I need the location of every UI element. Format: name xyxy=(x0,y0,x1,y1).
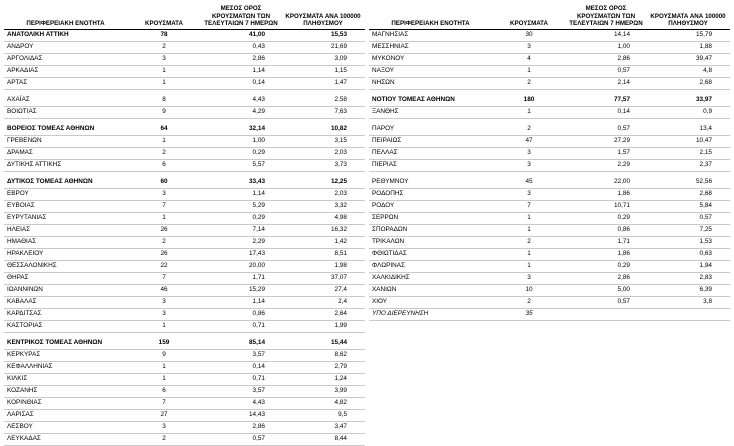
cell-seven-day-average: 0,71 xyxy=(201,374,281,386)
cell-region: ΑΧΑΪΑΣ xyxy=(4,95,127,107)
cell-cases: 3 xyxy=(127,189,201,201)
cell-seven-day-average: 0,71 xyxy=(201,321,281,333)
left-table-body xyxy=(4,30,365,446)
cell-seven-day-average: 0,57 xyxy=(566,66,646,78)
cell-cases-per-100000: 3,32 xyxy=(281,201,365,213)
cell-seven-day-average: 1,86 xyxy=(566,189,646,201)
cell-region: ΦΛΩΡΙΝΑΣ xyxy=(369,261,492,273)
table-row xyxy=(369,107,730,119)
cell-cases: 2 xyxy=(492,78,566,90)
cell-region: ΝΑΞΟΥ xyxy=(369,66,492,78)
cell-seven-day-average: 85,14 xyxy=(201,338,281,350)
right-column xyxy=(369,2,730,321)
cell-cases: 3 xyxy=(492,160,566,172)
cell-cases-per-100000: 2,4 xyxy=(281,297,365,309)
table-row xyxy=(369,30,730,42)
cell-seven-day-average: 0,86 xyxy=(201,309,281,321)
left-table xyxy=(4,2,365,446)
cell-region: ΛΕΣΒΟΥ xyxy=(4,422,127,434)
cell-cases: 7 xyxy=(127,201,201,213)
cell-region: ΝΗΣΩΝ xyxy=(369,78,492,90)
table-row xyxy=(369,309,730,321)
cell-region: ΚΟΖΑΝΗΣ xyxy=(4,386,127,398)
cell-region: ΑΝΑΤΟΛΙΚΗ ΑΤΤΙΚΗ xyxy=(4,30,127,42)
cell-region: ΚΕΡΚΥΡΑΣ xyxy=(4,350,127,362)
cell-seven-day-average: 2,14 xyxy=(566,78,646,90)
table-row xyxy=(369,189,730,201)
cell-region: ΛΕΥΚΑΔΑΣ xyxy=(4,434,127,446)
table-row xyxy=(4,362,365,374)
cell-cases: 3 xyxy=(127,422,201,434)
cell-cases-per-100000: 9,5 xyxy=(281,410,365,422)
cell-cases-per-100000: 0,9 xyxy=(646,107,730,119)
table-row xyxy=(369,66,730,78)
cell-region: ΘΕΣΣΑΛΟΝΙΚΗΣ xyxy=(4,261,127,273)
cell-region: ΠΙΕΡΙΑΣ xyxy=(369,160,492,172)
cell-region: ΜΥΚΟΝΟΥ xyxy=(369,54,492,66)
cell-seven-day-average: 2,29 xyxy=(201,237,281,249)
cell-cases: 1 xyxy=(127,321,201,333)
cell-region: ΡΕΘΥΜΝΟΥ xyxy=(369,177,492,189)
right-table xyxy=(369,2,730,321)
table-row xyxy=(4,177,365,189)
cell-seven-day-average: 0,14 xyxy=(201,78,281,90)
cell-region: ΑΝΔΡΟΥ xyxy=(4,42,127,54)
cell-cases-per-100000: 16,32 xyxy=(281,225,365,237)
cell-cases-per-100000: 2,68 xyxy=(646,189,730,201)
cell-region: ΧΑΛΚΙΔΙΚΗΣ xyxy=(369,273,492,285)
cell-region: ΡΟΔΟΥ xyxy=(369,201,492,213)
cell-cases: 1 xyxy=(127,374,201,386)
table-row xyxy=(369,124,730,136)
table-row xyxy=(4,273,365,285)
cell-region: ΗΡΑΚΛΕΙΟΥ xyxy=(4,249,127,261)
cell-seven-day-average: 4,29 xyxy=(201,107,281,119)
cell-cases: 10 xyxy=(492,285,566,297)
cell-cases: 2 xyxy=(127,434,201,446)
cell-cases: 2 xyxy=(127,42,201,54)
cell-region: ΠΕΙΡΑΙΩΣ xyxy=(369,136,492,148)
table-row xyxy=(4,350,365,362)
cell-region: ΙΩΑΝΝΙΝΩΝ xyxy=(4,285,127,297)
cell-region: ΤΡΙΚΑΛΩΝ xyxy=(369,237,492,249)
right-table-body xyxy=(369,30,730,321)
table-row xyxy=(4,66,365,78)
cell-cases-per-100000: 1,24 xyxy=(281,374,365,386)
cell-cases-per-100000: 10,82 xyxy=(281,124,365,136)
cell-seven-day-average: 7,14 xyxy=(201,225,281,237)
cell-seven-day-average: 3,57 xyxy=(201,350,281,362)
cell-cases-per-100000: 8,44 xyxy=(281,434,365,446)
cell-seven-day-average: 0,57 xyxy=(566,297,646,309)
table-row xyxy=(369,249,730,261)
cell-region: ΠΑΡΟΥ xyxy=(369,124,492,136)
cell-seven-day-average: 0,57 xyxy=(566,124,646,136)
cell-seven-day-average: 1,71 xyxy=(566,237,646,249)
cell-cases: 1 xyxy=(127,362,201,374)
table-row xyxy=(4,30,365,42)
cell-cases: 22 xyxy=(127,261,201,273)
cell-cases: 7 xyxy=(492,201,566,213)
cell-cases: 8 xyxy=(127,95,201,107)
table-row xyxy=(369,54,730,66)
cell-cases: 3 xyxy=(127,297,201,309)
cell-seven-day-average: 1,14 xyxy=(201,297,281,309)
cell-seven-day-average: 1,14 xyxy=(201,189,281,201)
table-row xyxy=(4,42,365,54)
cell-region: ΔΥΤΙΚΟΣ ΤΟΜΕΑΣ ΑΘΗΝΩΝ xyxy=(4,177,127,189)
cell-cases: 7 xyxy=(127,398,201,410)
table-row xyxy=(4,148,365,160)
cell-cases-per-100000: 39,47 xyxy=(646,54,730,66)
header-cases-per-100000: ΚΡΟΥΣΜΑΤΑ ΑΝΑ 100000 ΠΛΗΘΥΣΜΟΥ xyxy=(646,2,730,30)
cell-region: ΚΑΡΔΙΤΣΑΣ xyxy=(4,309,127,321)
cell-cases-per-100000: 4,8 xyxy=(646,66,730,78)
cell-cases-per-100000: 1,99 xyxy=(281,321,365,333)
cell-region: ΣΕΡΡΩΝ xyxy=(369,213,492,225)
table-row xyxy=(4,124,365,136)
table-row xyxy=(4,249,365,261)
cell-cases-per-100000: 4,98 xyxy=(281,213,365,225)
cell-seven-day-average: 10,71 xyxy=(566,201,646,213)
cell-seven-day-average: 32,14 xyxy=(201,124,281,136)
cell-cases-per-100000: 4,82 xyxy=(281,398,365,410)
cell-region: ΓΡΕΒΕΝΩΝ xyxy=(4,136,127,148)
cell-seven-day-average: 1,57 xyxy=(566,148,646,160)
cell-cases: 6 xyxy=(127,386,201,398)
cell-seven-day-average: 2,86 xyxy=(566,54,646,66)
cell-cases-per-100000: 7,63 xyxy=(281,107,365,119)
cell-region: ΔΡΑΜΑΣ xyxy=(4,148,127,160)
table-row xyxy=(4,201,365,213)
cell-cases-per-100000: 15,44 xyxy=(281,338,365,350)
table-row xyxy=(369,148,730,160)
table-row xyxy=(369,95,730,107)
cell-seven-day-average: 2,29 xyxy=(566,160,646,172)
cell-cases: 2 xyxy=(492,297,566,309)
cell-cases-per-100000: 15,79 xyxy=(646,30,730,42)
cell-cases-per-100000: 1,98 xyxy=(281,261,365,273)
table-row xyxy=(4,374,365,386)
cell-region: ΒΟΙΩΤΙΑΣ xyxy=(4,107,127,119)
cell-cases: 2 xyxy=(492,124,566,136)
cell-cases-per-100000: 5,84 xyxy=(646,201,730,213)
cell-region: ΕΥΡΥΤΑΝΙΑΣ xyxy=(4,213,127,225)
cell-cases: 1 xyxy=(127,66,201,78)
cell-region: ΜΑΓΝΗΣΙΑΣ xyxy=(369,30,492,42)
cell-seven-day-average: 15,29 xyxy=(201,285,281,297)
cell-region: ΜΕΣΣΗΝΙΑΣ xyxy=(369,42,492,54)
left-table-head xyxy=(4,2,365,30)
cell-cases: 1 xyxy=(492,66,566,78)
left-column xyxy=(4,2,365,446)
cell-cases-per-100000: 1,94 xyxy=(646,261,730,273)
cell-cases-per-100000: 8,62 xyxy=(281,350,365,362)
cell-cases-per-100000: 2,64 xyxy=(281,309,365,321)
cell-seven-day-average: 14,14 xyxy=(566,30,646,42)
table-row xyxy=(369,273,730,285)
cell-seven-day-average: 1,86 xyxy=(566,249,646,261)
cell-cases: 64 xyxy=(127,124,201,136)
cell-seven-day-average: 14,43 xyxy=(201,410,281,422)
cell-cases-per-100000: 2,83 xyxy=(646,273,730,285)
table-row xyxy=(4,321,365,333)
header-cases: ΚΡΟΥΣΜΑΤΑ xyxy=(127,2,201,30)
cell-cases-per-100000: 10,47 xyxy=(646,136,730,148)
cell-cases-per-100000: 37,07 xyxy=(281,273,365,285)
table-row xyxy=(4,434,365,446)
table-row xyxy=(4,297,365,309)
cell-cases-per-100000: 6,39 xyxy=(646,285,730,297)
cell-seven-day-average: 4,43 xyxy=(201,398,281,410)
right-table-head xyxy=(369,2,730,30)
cell-seven-day-average: 41,00 xyxy=(201,30,281,42)
cell-cases: 60 xyxy=(127,177,201,189)
cell-cases: 78 xyxy=(127,30,201,42)
cell-region: ΑΡΓΟΛΙΔΑΣ xyxy=(4,54,127,66)
cell-seven-day-average: 77,57 xyxy=(566,95,646,107)
table-row xyxy=(4,285,365,297)
header-row xyxy=(369,2,730,30)
cell-seven-day-average: 0,14 xyxy=(566,107,646,119)
cell-cases-per-100000: 3,15 xyxy=(281,136,365,148)
cell-cases-per-100000: 3,99 xyxy=(281,386,365,398)
cell-region: ΘΗΡΑΣ xyxy=(4,273,127,285)
table-row xyxy=(4,136,365,148)
table-row xyxy=(4,189,365,201)
cell-cases: 3 xyxy=(492,148,566,160)
cell-cases: 3 xyxy=(492,273,566,285)
table-row xyxy=(369,160,730,172)
cell-region: ΒΟΡΕΙΟΣ ΤΟΜΕΑΣ ΑΘΗΝΩΝ xyxy=(4,124,127,136)
header-cases-per-100000: ΚΡΟΥΣΜΑΤΑ ΑΝΑ 100000 ΠΛΗΘΥΣΜΟΥ xyxy=(281,2,365,30)
cell-seven-day-average: 2,86 xyxy=(566,273,646,285)
cell-seven-day-average: 2,86 xyxy=(201,422,281,434)
cell-region: ΝΟΤΙΟΥ ΤΟΜΕΑΣ ΑΘΗΝΩΝ xyxy=(369,95,492,107)
cell-cases: 2 xyxy=(127,237,201,249)
cell-cases: 180 xyxy=(492,95,566,107)
cell-seven-day-average: 0,43 xyxy=(201,42,281,54)
table-row xyxy=(369,225,730,237)
cell-region: ΚΟΡΙΝΘΙΑΣ xyxy=(4,398,127,410)
two-column-layout xyxy=(4,2,730,446)
cell-seven-day-average: 33,43 xyxy=(201,177,281,189)
header-cases: ΚΡΟΥΣΜΑΤΑ xyxy=(492,2,566,30)
table-row xyxy=(4,237,365,249)
header-seven-day-average: ΜΕΣΟΣ ΟΡΟΣ ΚΡΟΥΣΜΑΤΩΝ ΤΩΝ ΤΕΛΕΥΤΑΙΩΝ 7 ΗΜΕΡΩΝ xyxy=(201,2,281,30)
cell-region: ΚΑΒΑΛΑΣ xyxy=(4,297,127,309)
cell-cases-per-100000: 2,03 xyxy=(281,148,365,160)
cell-cases: 1 xyxy=(127,213,201,225)
cell-cases: 1 xyxy=(127,136,201,148)
cell-cases-per-100000: 52,56 xyxy=(646,177,730,189)
cell-cases: 3 xyxy=(492,189,566,201)
cell-seven-day-average: 5,57 xyxy=(201,160,281,172)
cell-seven-day-average: 0,29 xyxy=(566,261,646,273)
table-row xyxy=(369,42,730,54)
cell-region: ΗΜΑΘΙΑΣ xyxy=(4,237,127,249)
table-row xyxy=(4,225,365,237)
cell-cases: 2 xyxy=(127,148,201,160)
table-row xyxy=(4,213,365,225)
cell-region: ΛΑΡΙΣΑΣ xyxy=(4,410,127,422)
cell-region: ΗΛΕΙΑΣ xyxy=(4,225,127,237)
table-row xyxy=(369,297,730,309)
cell-seven-day-average: 27,29 xyxy=(566,136,646,148)
cell-region: ΚΑΣΤΟΡΙΑΣ xyxy=(4,321,127,333)
cell-region: ΚΙΛΚΙΣ xyxy=(4,374,127,386)
header-region: ΠΕΡΙΦΕΡΕΙΑΚΗ ΕΝΟΤΗΤΑ xyxy=(369,2,492,30)
cell-region: ΕΥΒΟΙΑΣ xyxy=(4,201,127,213)
cell-region: ΧΑΝΙΩΝ xyxy=(369,285,492,297)
cell-region: ΧΙΟΥ xyxy=(369,297,492,309)
cell-cases: 2 xyxy=(492,237,566,249)
cell-region: ΥΠΟ ΔΙΕΡΕΥΝΗΣΗ xyxy=(369,309,492,321)
cell-cases: 3 xyxy=(127,309,201,321)
cell-seven-day-average: 1,00 xyxy=(566,42,646,54)
table-row xyxy=(369,261,730,273)
table-row xyxy=(4,107,365,119)
table-row xyxy=(4,95,365,107)
table-row xyxy=(369,78,730,90)
cell-cases: 4 xyxy=(492,54,566,66)
cell-cases-per-100000: 3,73 xyxy=(281,160,365,172)
cell-region: ΡΟΔΟΠΗΣ xyxy=(369,189,492,201)
cell-cases-per-100000: 1,53 xyxy=(646,237,730,249)
table-row xyxy=(369,201,730,213)
cell-seven-day-average: 0,29 xyxy=(201,213,281,225)
cell-seven-day-average: 1,00 xyxy=(201,136,281,148)
cell-cases-per-100000: 1,88 xyxy=(646,42,730,54)
cell-seven-day-average: 17,43 xyxy=(201,249,281,261)
cell-cases: 47 xyxy=(492,136,566,148)
cell-cases: 1 xyxy=(127,78,201,90)
cell-cases-per-100000: 1,15 xyxy=(281,66,365,78)
cell-cases: 1 xyxy=(492,213,566,225)
cell-cases-per-100000: 15,53 xyxy=(281,30,365,42)
cell-region: ΕΒΡΟΥ xyxy=(4,189,127,201)
cell-seven-day-average: 1,14 xyxy=(201,66,281,78)
cell-seven-day-average: 5,29 xyxy=(201,201,281,213)
cell-cases-per-100000: 0,63 xyxy=(646,249,730,261)
table-row xyxy=(369,136,730,148)
cell-cases-per-100000: 2,58 xyxy=(281,95,365,107)
cell-region: ΞΑΝΘΗΣ xyxy=(369,107,492,119)
cell-cases: 9 xyxy=(127,350,201,362)
cell-cases-per-100000: 3,09 xyxy=(281,54,365,66)
cell-seven-day-average: 0,57 xyxy=(201,434,281,446)
cell-region: ΚΕΝΤΡΙΚΟΣ ΤΟΜΕΑΣ ΑΘΗΝΩΝ xyxy=(4,338,127,350)
cell-cases: 3 xyxy=(127,54,201,66)
cell-seven-day-average xyxy=(566,309,646,321)
cell-cases: 1 xyxy=(492,249,566,261)
cell-seven-day-average: 22,00 xyxy=(566,177,646,189)
cell-cases-per-100000: 3,8 xyxy=(646,297,730,309)
cell-cases: 35 xyxy=(492,309,566,321)
cell-cases-per-100000: 21,69 xyxy=(281,42,365,54)
cell-cases-per-100000: 7,25 xyxy=(646,225,730,237)
table-row xyxy=(4,309,365,321)
cell-cases-per-100000: 2,03 xyxy=(281,189,365,201)
cell-cases-per-100000: 27,4 xyxy=(281,285,365,297)
cell-seven-day-average: 1,71 xyxy=(201,273,281,285)
cell-cases-per-100000: 2,79 xyxy=(281,362,365,374)
cell-cases: 45 xyxy=(492,177,566,189)
cell-cases: 159 xyxy=(127,338,201,350)
cell-cases-per-100000: 3,47 xyxy=(281,422,365,434)
table-row xyxy=(4,160,365,172)
cell-cases: 7 xyxy=(127,273,201,285)
cell-cases-per-100000: 2,15 xyxy=(646,148,730,160)
cell-cases-per-100000: 33,97 xyxy=(646,95,730,107)
table-row xyxy=(369,285,730,297)
cell-region: ΣΠΟΡΑΔΩΝ xyxy=(369,225,492,237)
cell-cases-per-100000: 8,51 xyxy=(281,249,365,261)
cell-cases: 26 xyxy=(127,225,201,237)
table-row xyxy=(4,338,365,350)
cell-seven-day-average: 2,86 xyxy=(201,54,281,66)
cell-cases-per-100000: 1,42 xyxy=(281,237,365,249)
cell-cases-per-100000: 13,4 xyxy=(646,124,730,136)
table-row xyxy=(4,54,365,66)
cell-seven-day-average: 20,00 xyxy=(201,261,281,273)
header-seven-day-average: ΜΕΣΟΣ ΟΡΟΣ ΚΡΟΥΣΜΑΤΩΝ ΤΩΝ ΤΕΛΕΥΤΑΙΩΝ 7 ΗΜΕΡΩΝ xyxy=(566,2,646,30)
table-row xyxy=(4,422,365,434)
header-row xyxy=(4,2,365,30)
header-region: ΠΕΡΙΦΕΡΕΙΑΚΗ ΕΝΟΤΗΤΑ xyxy=(4,2,127,30)
cell-region: ΦΘΙΩΤΙΔΑΣ xyxy=(369,249,492,261)
table-row xyxy=(369,213,730,225)
cell-cases: 30 xyxy=(492,30,566,42)
cell-region: ΔΥΤΙΚΗΣ ΑΤΤΙΚΗΣ xyxy=(4,160,127,172)
cell-cases: 1 xyxy=(492,225,566,237)
cell-cases: 1 xyxy=(492,261,566,273)
cell-cases: 9 xyxy=(127,107,201,119)
cell-cases-per-100000: 1,47 xyxy=(281,78,365,90)
cell-cases-per-100000: 2,68 xyxy=(646,78,730,90)
cell-seven-day-average: 5,00 xyxy=(566,285,646,297)
table-row xyxy=(4,410,365,422)
cell-cases: 46 xyxy=(127,285,201,297)
cell-region: ΑΡΚΑΔΙΑΣ xyxy=(4,66,127,78)
cell-cases-per-100000: 2,37 xyxy=(646,160,730,172)
cell-cases: 27 xyxy=(127,410,201,422)
cell-seven-day-average: 4,43 xyxy=(201,95,281,107)
table-row xyxy=(4,78,365,90)
cell-region: ΠΕΛΛΑΣ xyxy=(369,148,492,160)
cell-seven-day-average: 0,29 xyxy=(201,148,281,160)
table-row xyxy=(369,177,730,189)
cell-region: ΚΕΦΑΛΛΗΝΙΑΣ xyxy=(4,362,127,374)
cell-cases: 3 xyxy=(492,42,566,54)
cell-cases-per-100000: 0,57 xyxy=(646,213,730,225)
cell-cases-per-100000 xyxy=(646,309,730,321)
cell-seven-day-average: 0,29 xyxy=(566,213,646,225)
cell-seven-day-average: 0,14 xyxy=(201,362,281,374)
table-row xyxy=(4,386,365,398)
cell-cases: 6 xyxy=(127,160,201,172)
cell-cases-per-100000: 12,25 xyxy=(281,177,365,189)
table-row xyxy=(4,261,365,273)
cell-seven-day-average: 3,57 xyxy=(201,386,281,398)
table-row xyxy=(369,237,730,249)
cell-cases: 1 xyxy=(492,107,566,119)
cell-seven-day-average: 0,86 xyxy=(566,225,646,237)
cell-cases: 26 xyxy=(127,249,201,261)
cell-region: ΑΡΤΑΣ xyxy=(4,78,127,90)
